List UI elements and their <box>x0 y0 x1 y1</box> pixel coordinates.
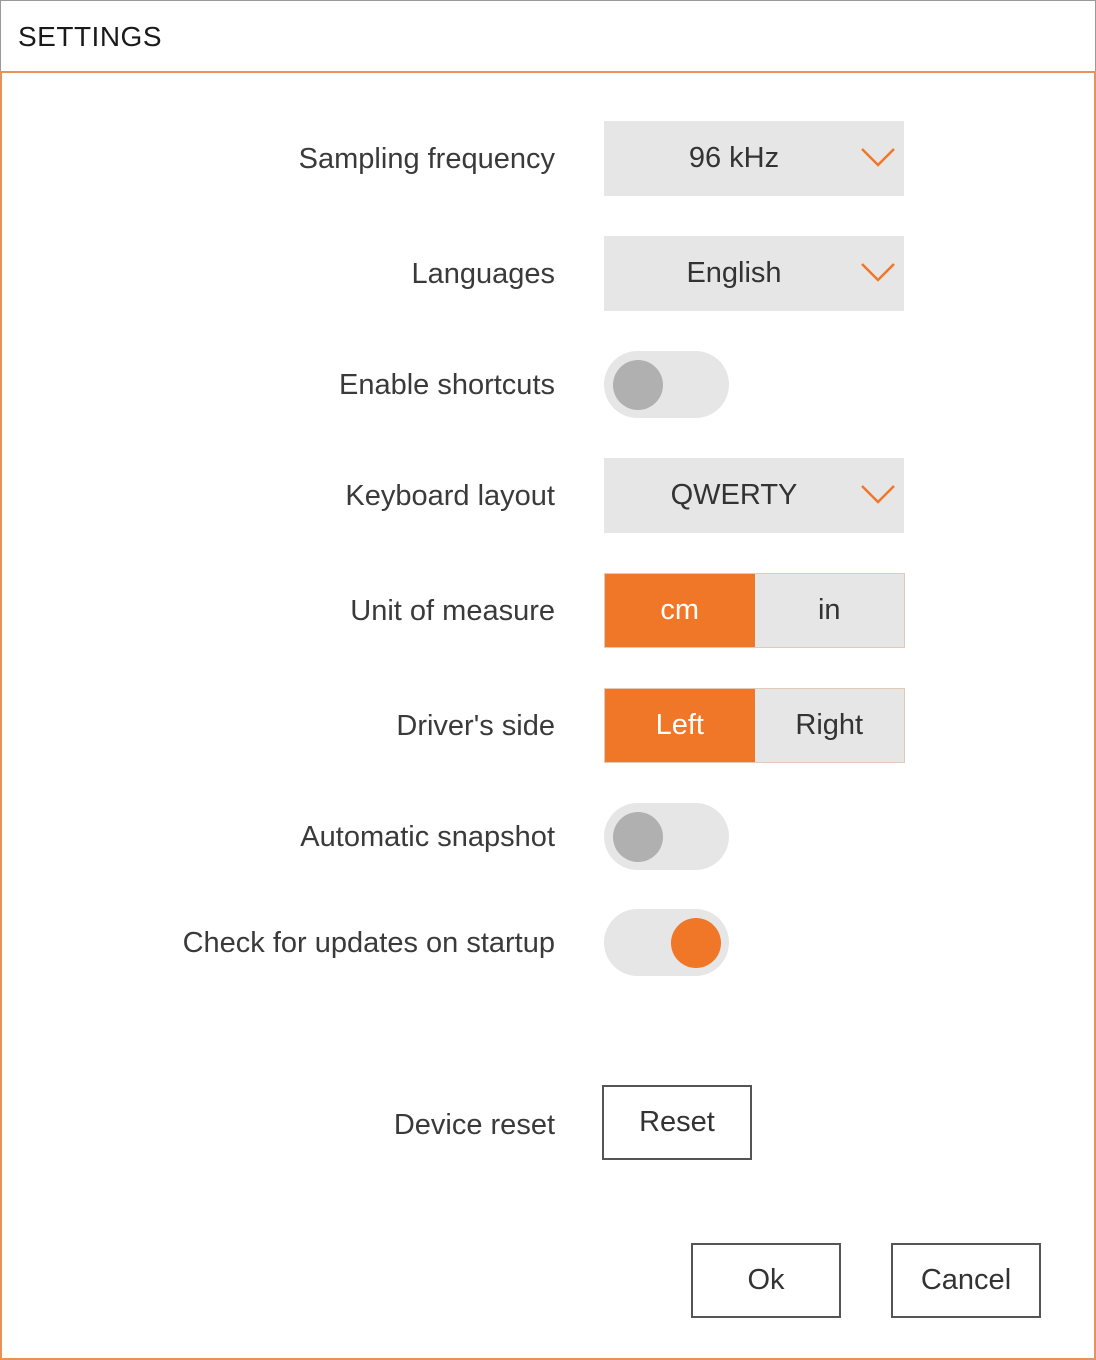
drivers-side-selector <box>604 688 905 763</box>
chevron-down-icon <box>860 145 896 169</box>
reset-button[interactable]: Reset <box>602 1085 752 1160</box>
check-updates-label: Check for updates on startup <box>182 927 555 959</box>
keyboard-layout-label: Keyboard layout <box>345 480 555 512</box>
languages-value: English <box>686 257 782 289</box>
side-left-option[interactable]: Left <box>605 689 755 762</box>
enable-shortcuts-toggle[interactable] <box>604 351 729 418</box>
sampling-frequency-dropdown[interactable] <box>604 121 904 196</box>
unit-of-measure-label: Unit of measure <box>350 595 555 627</box>
title-bar <box>0 0 1096 72</box>
languages-dropdown[interactable] <box>604 236 904 311</box>
languages-label: Languages <box>411 258 555 290</box>
toggle-knob <box>613 360 663 410</box>
unit-of-measure-selector <box>604 573 905 648</box>
device-reset-label: Device reset <box>393 1109 555 1141</box>
ok-button[interactable]: Ok <box>691 1243 841 1318</box>
side-right-option[interactable]: Right <box>755 689 905 762</box>
sampling-frequency-value: 96 kHz <box>688 142 780 174</box>
sampling-frequency-label: Sampling frequency <box>298 143 555 175</box>
unit-in-option[interactable]: in <box>755 574 905 647</box>
settings-panel <box>0 71 1096 1360</box>
toggle-knob <box>613 812 663 862</box>
drivers-side-label: Driver's side <box>396 710 555 742</box>
chevron-down-icon <box>860 482 896 506</box>
keyboard-layout-dropdown[interactable] <box>604 458 904 533</box>
keyboard-layout-value: QWERTY <box>670 479 798 511</box>
automatic-snapshot-label: Automatic snapshot <box>300 821 555 853</box>
toggle-knob <box>671 918 721 968</box>
check-updates-toggle[interactable] <box>604 909 729 976</box>
unit-cm-option[interactable]: cm <box>605 574 755 647</box>
enable-shortcuts-label: Enable shortcuts <box>338 369 555 401</box>
window-title: SETTINGS <box>18 21 163 52</box>
cancel-button[interactable]: Cancel <box>891 1243 1041 1318</box>
automatic-snapshot-toggle[interactable] <box>604 803 729 870</box>
chevron-down-icon <box>860 260 896 284</box>
